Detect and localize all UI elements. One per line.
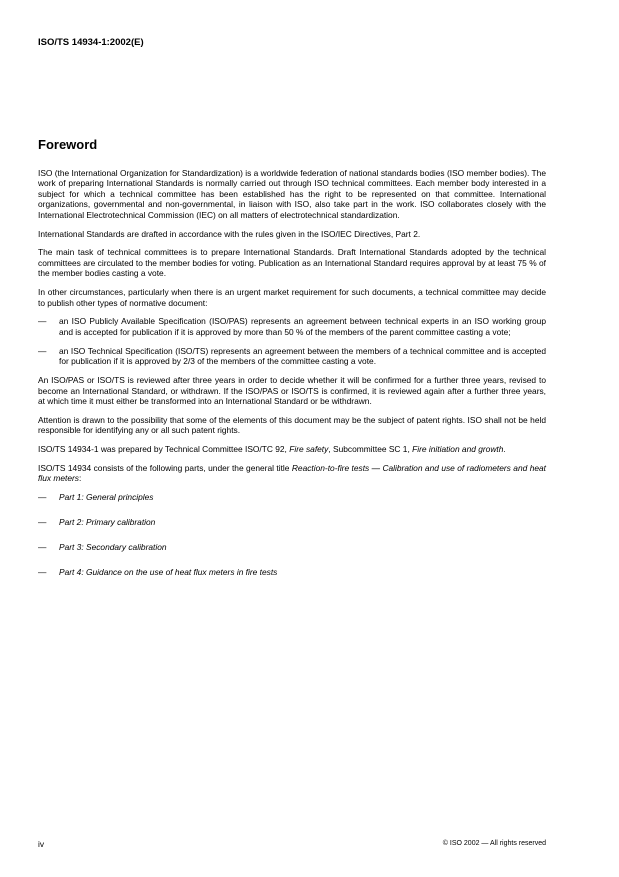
list-item: [38, 542, 546, 552]
dash-bullet: —: [38, 492, 47, 503]
list-item: [38, 567, 546, 577]
subcommittee-title: Fire initiation and growth: [412, 444, 504, 455]
paragraph-main-task: The main task of technical committees is to prepare International Standards. Draft International Standards adopted by the technical committees are circulated to the member bodies for voting. Publication as an International Standard requires approval by at least 75 % of the member bodies casting a vote.: [38, 247, 546, 279]
consists-text: :: [78, 473, 82, 484]
paragraph-prepared-by: [38, 444, 546, 454]
list-item-iso-pas: [38, 316, 546, 337]
consists-text: ISO/TS 14934 consists of the following parts, under the general title: [38, 463, 292, 474]
part-title: Part 2: Primary calibration: [59, 517, 156, 528]
list-item-text: an ISO Publicly Available Specification (ISO/PAS) represents an agreement between technical experts in an ISO working group and is accepted for publication if it is approved by more than 50 % of the members of the parent committee casting a vote;: [59, 316, 546, 337]
parts-list: [38, 492, 546, 577]
general-title: Reaction-to-fire tests — Calibration and use of radiometers and heat flux meters: [38, 463, 546, 484]
paragraph-iso-intro: ISO (the International Organization for Standardization) is a worldwide federation of national standards bodies (ISO member bodies). The work of preparing International Standards is normally carried out through ISO technical committees. Each member body interested in a subject for which a technical committee has been established has the right to be represented on that committee. International organizations, governmental and non-governmental, in liaison with ISO, also take part in the work. ISO collaborates closely with the International Electrotechnical Commission (IEC) on all matters of electrotechnical standardization.: [38, 168, 546, 220]
paragraph-directives: International Standards are drafted in accordance with the rules given in the ISO/IEC Directives, Part 2.: [38, 228, 421, 239]
paragraph-other-circumstances: In other circumstances, particularly when there is an urgent market requirement for such documents, a technical committee may decide to publish other types of normative document:: [38, 287, 546, 308]
prepared-text: , Subcommittee SC 1,: [328, 444, 413, 455]
foreword-body: [38, 168, 546, 592]
page-number: iv: [38, 839, 45, 849]
committee-title: Fire safety: [289, 444, 329, 455]
list-item-text: an ISO Technical Specification (ISO/TS) represents an agreement between the members of a technical committee and is accepted for publication if it is approved by 2/3 of the members of the committee casting a vote.: [59, 345, 546, 367]
paragraph-parts-intro: [38, 463, 546, 484]
prepared-text: ISO/TS 14934-1 was prepared by Technical Committee ISO/TC 92,: [38, 444, 290, 455]
part-title: Part 4: Guidance on the use of heat flux meters in fire tests: [59, 567, 278, 578]
paragraph-review: An ISO/PAS or ISO/TS is reviewed after three years in order to decide whether it will be confirmed for a further three years, revised to become an International Standard, or withdrawn. If the ISO/PAS or ISO/TS is confirmed, it is reviewed again after a further three years, at which time it must either be transformed into an International Standard or be withdrawn.: [38, 375, 546, 406]
prepared-text: .: [503, 444, 506, 455]
dash-bullet: —: [38, 542, 47, 553]
dash-bullet: —: [38, 345, 47, 356]
list-item: [38, 492, 546, 502]
part-title: Part 3: Secondary calibration: [59, 542, 167, 553]
copyright-notice: © ISO 2002 — All rights reserved: [442, 840, 546, 847]
list-item: [38, 517, 546, 527]
dash-bullet: —: [38, 567, 47, 578]
list-item-iso-ts: [38, 346, 546, 367]
document-id-header: ISO/TS 14934-1:2002(E): [38, 37, 144, 48]
part-title: Part 1: General principles: [59, 492, 154, 503]
paragraph-patent-rights: Attention is drawn to the possibility that some of the elements of this document may be the subject of patent rights. ISO shall not be held responsible for identifying any or all such patent rights.: [38, 414, 546, 436]
page-title: Foreword: [38, 137, 98, 152]
dash-bullet: —: [38, 517, 47, 528]
dash-bullet: —: [38, 316, 47, 327]
